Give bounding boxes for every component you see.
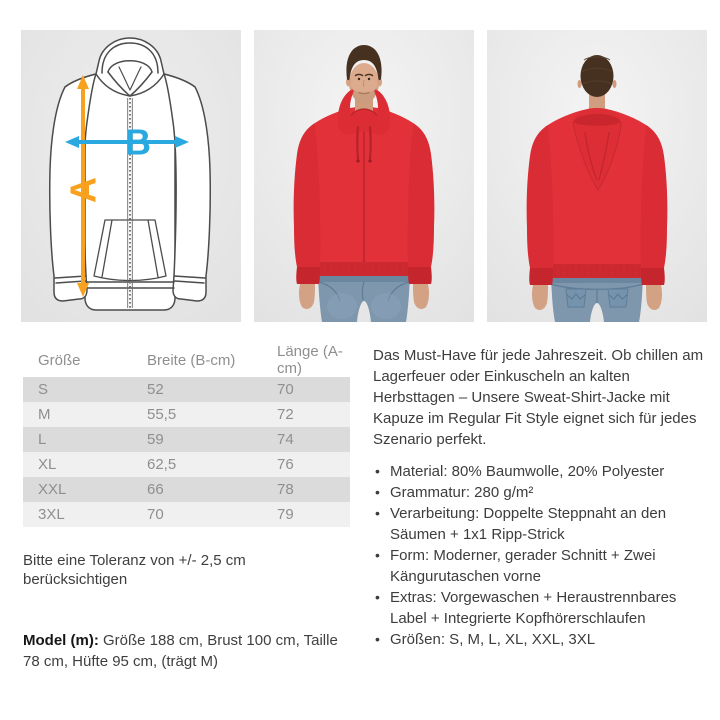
cell-size: S [38,381,49,398]
cell-size: XXL [38,481,67,498]
cell-length: 76 [277,456,294,473]
cell-size: XL [38,456,57,473]
feature-extras: Extras: Vorgewaschen + Heraustrennbares Label + Integrierte Kopfhörerschlaufen [390,589,677,627]
cell-length: 70 [277,381,294,398]
model-info-label: Model (m): [23,632,99,649]
cell-length: 74 [277,431,294,448]
feature-list [373,461,710,650]
tolerance-note: Bitte eine Toleranz von +/- 2,5 cm berücksichtigen [23,552,246,588]
feature-groessen: Größen: S, M, L, XL, XXL, 3XL [390,631,596,648]
list-item [373,545,710,587]
size-diagram-image [21,30,241,322]
cell-size: L [38,431,47,448]
cell-size: M [38,406,51,423]
model-info-details: Größe 188 cm, Brust 100 cm, Taille 78 cm, Hüfte 95 cm, (trägt M) [23,632,338,670]
product-description: Das Must-Have für jede Jahreszeit. Ob chillen am Lagerfeuer oder Einkuscheln an kalten Herbsttagen – Unsere Sweat-Shirt-Jacke mit Kapuze im Regular Fit Style eignet sich für jedes Szenario perfekt. [373,347,704,448]
table-row [23,377,350,402]
table-row [23,402,350,427]
cell-length: 79 [277,506,294,523]
list-item [373,482,710,503]
table-row [23,477,350,502]
length-label: A [62,177,104,203]
feature-verarbeitung: Verarbeitung: Doppelte Steppnaht an den Säumen + 1x1 Ripp-Strick [390,505,667,543]
hair-back [581,55,614,97]
cell-size: 3XL [38,506,65,523]
table-row [23,452,350,477]
size-info-column [23,343,350,672]
cell-width: 55,5 [147,406,177,423]
product-info-section [23,343,710,672]
cell-width: 70 [147,506,164,523]
list-item [373,587,710,629]
list-item [373,503,710,545]
size-table-header-row [23,343,350,377]
cell-length: 72 [277,406,294,423]
column-header-size: Größe [38,351,81,369]
model-front-photo [254,30,474,322]
size-table [23,343,350,527]
hoodie-line-drawing [21,30,241,322]
cell-length: 78 [277,481,294,498]
cell-width: 66 [147,481,164,498]
feature-form: Form: Moderner, gerader Schnitt + Zwei Kängurutaschen vorne [390,547,656,585]
model-info [23,630,350,672]
list-item [373,461,710,482]
feature-material: Material: 80% Baumwolle, 20% Polyester [390,463,665,480]
model-back-photo [487,30,707,322]
model-front-image [254,30,474,322]
width-label: B [125,121,151,163]
cell-width: 59 [147,431,164,448]
column-header-length: Länge (A-cm) [277,343,343,377]
column-header-width: Breite (B-cm) [147,351,236,369]
cell-width: 52 [147,381,164,398]
description-column [373,343,710,672]
feature-grammatur: Grammatur: 280 g/m² [390,484,534,501]
product-images-row [21,30,707,322]
cell-width: 62,5 [147,456,177,473]
table-row [23,427,350,452]
model-back-image [487,30,707,322]
list-item [373,629,710,650]
table-row [23,502,350,527]
